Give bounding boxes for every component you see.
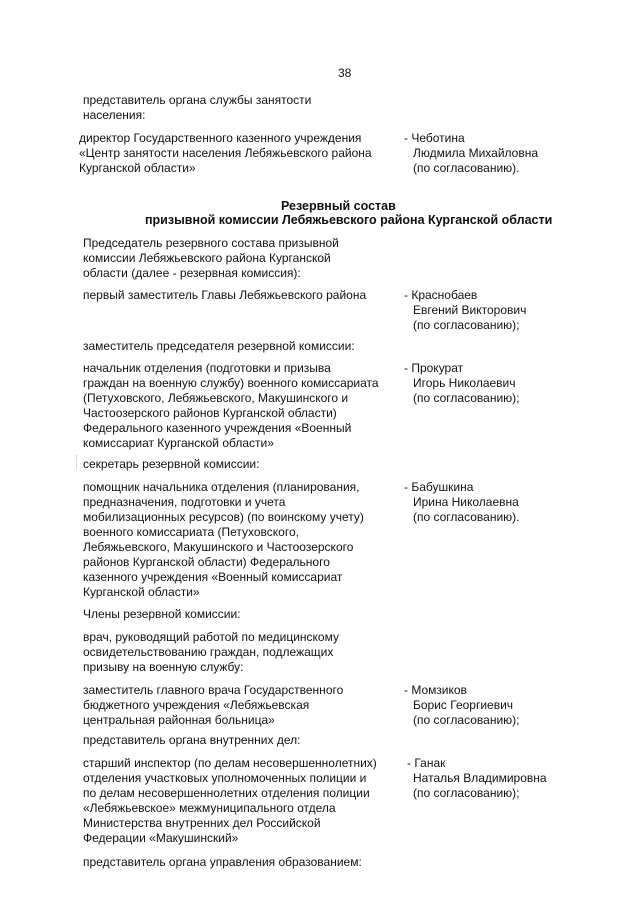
position-text: «Центр занятости населения Лебяжьевского района	[79, 146, 372, 160]
section-label: комиссии Лебяжьевского района Курганской	[83, 251, 331, 265]
person-name: Ирина Николаевна	[413, 495, 519, 509]
person-name: Евгений Викторович	[413, 303, 527, 317]
section-label: Члены резервной комиссии:	[83, 607, 241, 621]
person-name: - Чеботина	[404, 131, 465, 145]
person-name: - Бабушкина	[404, 480, 474, 494]
position-text: Курганской области»	[79, 161, 196, 175]
position-text: первый заместитель Главы Лебяжьевского района	[83, 288, 367, 302]
position-text: комиссариат Курганской области»	[83, 436, 274, 450]
position-text: старший инспектор (по делам несовершеннолетних)	[83, 756, 377, 770]
position-text: Министерства внутренних дел Российской	[83, 816, 321, 830]
position-text: Федерации «Макушинский»	[83, 831, 239, 845]
section-label: врач, руководящий работой по медицинскому	[83, 630, 339, 644]
section-heading: призывной комиссии Лебяжьевского района Курганской области	[145, 213, 553, 227]
person-note: (по согласованию);	[413, 318, 520, 332]
position-text: отделения участковых уполномоченных полиции и	[83, 771, 367, 785]
position-text: помощник начальника отделения (планирования,	[83, 480, 360, 494]
position-text: предназначения, подготовки и учета	[83, 495, 286, 509]
position-text: центральная районная больница»	[83, 713, 275, 727]
person-note: (по согласованию).	[413, 161, 520, 175]
position-text: Федерального казенного учреждения «Военный	[83, 421, 352, 435]
position-text: бюджетного учреждения «Лебяжьевская	[83, 698, 310, 712]
position-text: Лебяжьевского, Макушинского и Частоозерского	[83, 540, 354, 554]
section-label: секретарь резервной комиссии:	[83, 457, 260, 471]
person-name: Игорь Николаевич	[413, 376, 516, 390]
scan-speckle	[76, 455, 81, 469]
section-label: представитель органа службы занятости	[83, 93, 312, 107]
person-note: (по согласованию);	[413, 786, 520, 800]
section-label: призыву на военную службу:	[83, 660, 244, 674]
section-label: Председатель резервного состава призывной	[83, 236, 339, 250]
position-text: (Петуховского, Лебяжьевского, Макушинского и	[83, 391, 349, 405]
position-text: военного комиссариата (Петуховского,	[83, 525, 299, 539]
section-label: представитель органа управления образованием:	[83, 855, 362, 869]
person-note: (по согласованию);	[413, 713, 520, 727]
position-text: мобилизационных ресурсов) (по воинскому учету)	[83, 510, 364, 524]
position-text: казенного учреждения «Военный комиссариат	[83, 570, 343, 584]
position-text: заместитель главного врача Государственного	[83, 683, 344, 697]
person-name: - Ганак	[407, 756, 446, 770]
section-label: освидетельствованию граждан, подлежащих	[83, 645, 334, 659]
position-text: по делам несовершеннолетних отделения полиции	[83, 786, 370, 800]
person-name: - Прокурат	[404, 361, 464, 375]
person-note: (по согласованию);	[413, 391, 520, 405]
position-text: начальник отделения (подготовки и призыва	[83, 361, 331, 375]
position-text: Курганской области»	[83, 585, 200, 599]
person-name: Людмила Михайловна	[413, 146, 539, 160]
section-heading: Резервный состав	[281, 199, 396, 213]
person-name: - Момзиков	[404, 683, 467, 697]
person-name: Борис Георгиевич	[413, 698, 514, 712]
person-name: - Краснобаев	[404, 288, 478, 302]
section-label: представитель органа внутренних дел:	[83, 733, 301, 747]
section-label: заместитель председателя резервной комиссии:	[83, 339, 355, 353]
position-text: районов Курганской области) Федерального	[83, 555, 330, 569]
position-text: директор Государственного казенного учреждения	[79, 131, 362, 145]
person-name: Наталья Владимировна	[413, 771, 547, 785]
section-label: населения:	[83, 108, 146, 122]
position-text: «Лебяжьевское» межмуниципального отдела	[83, 801, 336, 815]
section-label: области (далее - резервная комиссия):	[83, 266, 301, 280]
person-note: (по согласованию).	[413, 510, 520, 524]
position-text: граждан на военную службу) военного комиссариата	[83, 376, 379, 390]
position-text: Частоозерского районов Курганской области)	[83, 406, 337, 420]
page-number: 38	[338, 66, 352, 80]
